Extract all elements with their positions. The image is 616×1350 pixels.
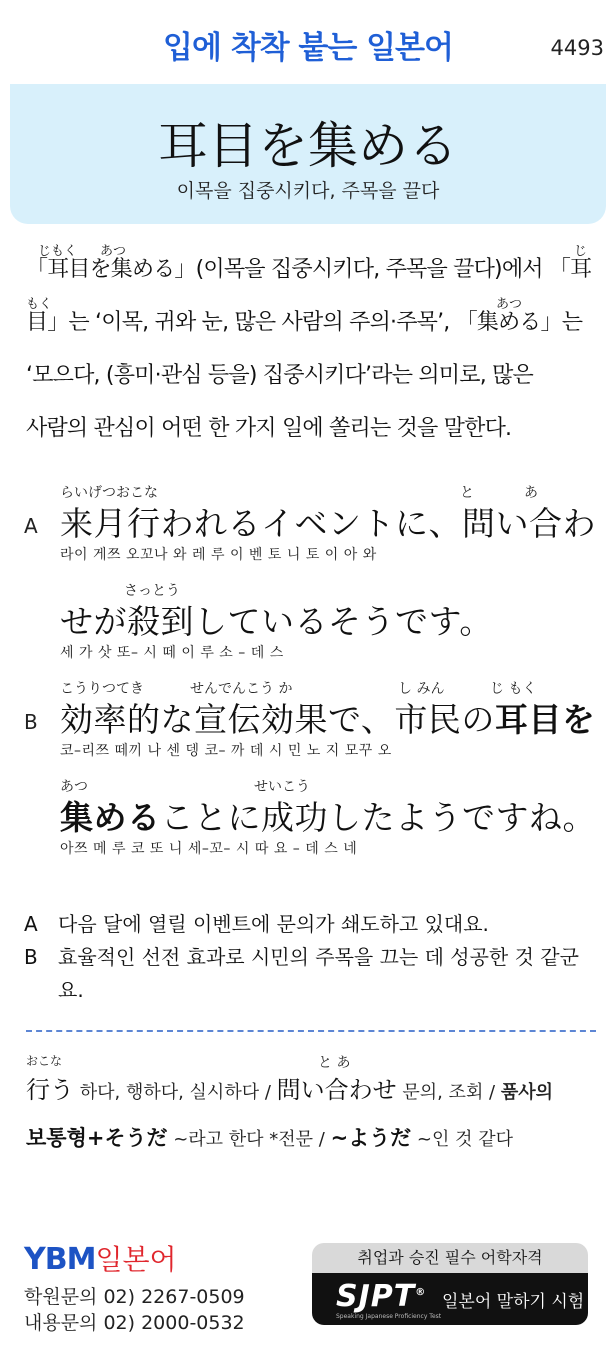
explanation-text: 目」는 ‘이목, 귀와 눈, 많은 사람의 주의·주목’, 「集める」는 [26, 310, 583, 335]
korean-reading: 세 가 삿 또– 시 떼 이 루 소 – 데 스 [60, 645, 284, 661]
explanation-line [26, 238, 596, 291]
sjpt-fullname: Speaking Japanese Proficiency Test [336, 1313, 442, 1320]
vocab-word: 行う [26, 1076, 74, 1104]
vocab-gloss: 하다, 행하다, 실시하다 / [74, 1082, 277, 1103]
explanation-text: 「耳目を集める」(이목을 집중시키다, 주목을 끌다)에서 「耳 [26, 257, 592, 282]
divider [26, 1030, 596, 1032]
furigana: おこな [26, 1054, 63, 1068]
translation-row [24, 941, 594, 1007]
furigana: と [460, 485, 474, 501]
vocab-gloss: ~라고 한다 *전문 / [167, 1129, 331, 1150]
furigana: あ [524, 485, 538, 501]
issue-number: 4493 [550, 36, 604, 60]
japanese-sentence: 来月行われるイベントに、問い合わ [60, 504, 596, 543]
furigana: あつ [60, 779, 88, 795]
expression-meaning: 이목을 집중시키다, 주목을 끌다 [176, 180, 440, 202]
speaker-label: A [24, 514, 38, 538]
furigana: じ もく [490, 681, 537, 697]
explanation [26, 238, 596, 450]
furigana: せんでんこう か [190, 681, 293, 697]
vocab-word: 보통형+そうだ [26, 1126, 168, 1150]
ruby: じ [574, 244, 588, 259]
korean-reading: 라이 게쯔 오꼬나 와 레 루 이 벤 토 니 토 이 아 와 [60, 547, 377, 563]
japanese-sentence [60, 694, 595, 741]
ybm-logo [24, 1238, 177, 1278]
logo-suffix: 일본어 [95, 1243, 177, 1276]
vocab-line [26, 1122, 596, 1156]
vocab-word: 問い合わせ [276, 1076, 397, 1104]
translation-text: 효율적인 선전 효과로 시민의 주목을 끄는 데 성공한 것 같군요. [58, 945, 579, 1002]
dialogue-b [24, 676, 594, 866]
contact-content: 내용문의 02) 2000-0532 [24, 1312, 245, 1334]
furigana: し みん [398, 681, 445, 697]
expression-title: 耳目を集める [158, 117, 458, 175]
furigana: と あ [318, 1055, 351, 1071]
vocab-word: ~ようだ [330, 1126, 412, 1150]
japanese-highlight: 耳目を [494, 700, 596, 739]
explanation-text: ‘모으다, (흥미·관심 등을) 집중시키다’라는 의미로, 많은 [26, 363, 533, 388]
logo-ybm: YBM [24, 1242, 96, 1277]
japanese-highlight: 集める [60, 798, 161, 837]
sjpt-bottom [312, 1273, 588, 1325]
sjpt-label: 일본어 말하기 시험 [442, 1292, 585, 1312]
sjpt-logo [336, 1279, 426, 1314]
vocab-line [26, 1050, 596, 1110]
expression-title-box [10, 84, 606, 224]
vocab-gloss: 문의, 조회 / [396, 1082, 501, 1103]
page-header [0, 0, 616, 84]
series-title: 입에 착착 붙는 일본어 [163, 30, 453, 66]
furigana: せいこう [254, 779, 310, 795]
explanation-line [26, 397, 596, 450]
speaker-label: B [24, 710, 38, 734]
vocab-word: 품사의 [500, 1082, 554, 1103]
japanese-text: ことに成功したようですね。 [160, 798, 596, 837]
furigana: らいげつおこな [60, 485, 158, 501]
explanation-line [26, 291, 596, 344]
registered-mark: ® [415, 1287, 427, 1298]
korean-reading: 아쯔 메 루 코 또 니 세–꼬– 시 따 요 – 데 스 네 [60, 841, 358, 857]
japanese-sentence: せが殺到しているそうです。 [60, 602, 493, 641]
translation-row [24, 908, 594, 941]
sjpt-banner [312, 1243, 588, 1325]
explanation-text: 사람의 관심이 어떤 한 가지 일에 쏠리는 것을 말한다. [26, 416, 512, 441]
furigana: さっとう [124, 583, 180, 599]
ruby: あつ [100, 244, 127, 259]
korean-reading: 코–리쯔 떼끼 나 센 뎅 코– 까 데 시 민 노 지 모꾸 오 [60, 743, 392, 759]
ruby: じもく [38, 244, 78, 259]
speaker-label: B [24, 945, 38, 969]
sjpt-tagline: 취업과 승진 필수 어학자격 [312, 1243, 588, 1273]
contact-academy: 학원문의 02) 2267-0509 [24, 1286, 245, 1308]
ruby: あつ [496, 297, 523, 312]
dialogue-a [24, 480, 594, 670]
speaker-label: A [24, 912, 38, 936]
translation-text: 다음 달에 열릴 이벤트에 문의가 쇄도하고 있대요. [58, 912, 489, 936]
japanese-text: 効率的な宣伝効果で、市民の [60, 700, 495, 739]
explanation-line [26, 344, 596, 397]
translation [24, 908, 594, 1007]
furigana: こうりつてき [60, 681, 144, 697]
japanese-sentence [60, 792, 596, 839]
vocab-gloss: ~인 것 같다 [411, 1129, 513, 1150]
ruby: もく [26, 297, 53, 312]
sjpt-logo-text: SJPT [336, 1279, 416, 1314]
